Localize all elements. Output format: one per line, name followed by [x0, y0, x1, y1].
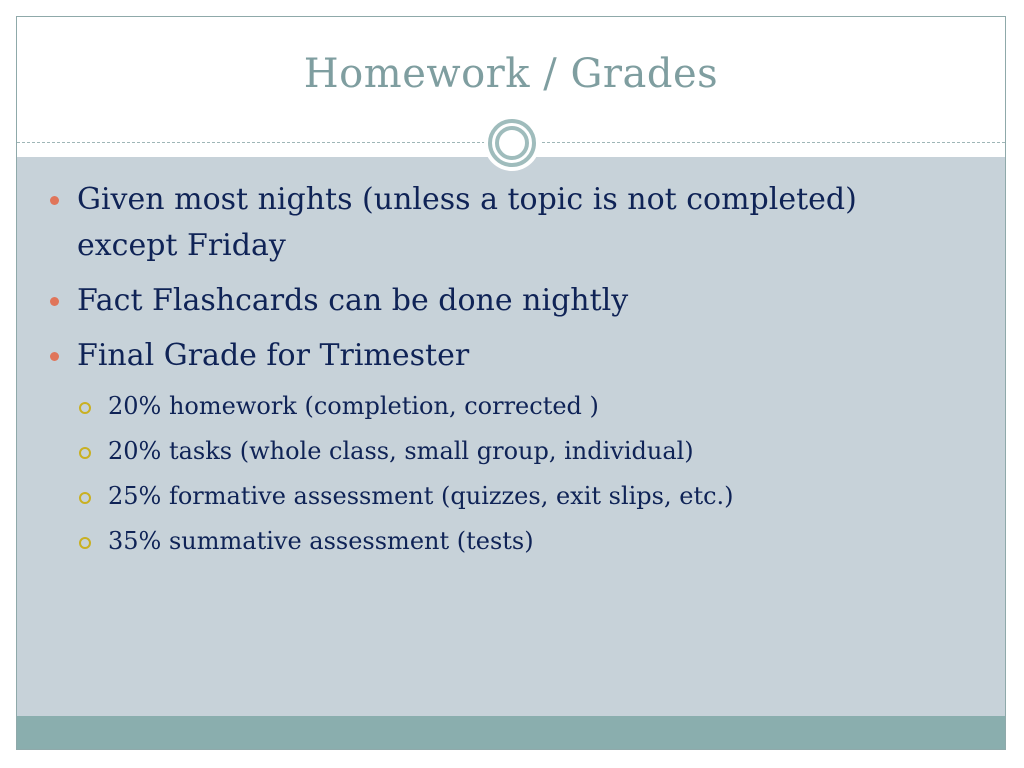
divider-inner-ring-icon: [495, 126, 529, 160]
list-item: [17, 177, 1005, 269]
sub-bullet-text: 20% tasks (whole class, small group, individual): [108, 437, 694, 465]
list-item: [17, 333, 1005, 379]
bullet-ring-icon: [79, 492, 91, 504]
bullet-list: [17, 177, 1005, 568]
sub-list-item: [17, 433, 1005, 469]
slide-title: Homework / Grades: [303, 51, 719, 97]
sub-bullet-text: 35% summative assessment (tests): [108, 527, 534, 555]
sub-list-item: [17, 523, 1005, 559]
bullet-dot-icon: [50, 352, 59, 361]
sub-list-item: [17, 478, 1005, 514]
bullet-dot-icon: [50, 196, 59, 205]
slide: [16, 16, 1006, 750]
sub-list-item: [17, 388, 1005, 424]
sub-bullet-text: 25% formative assessment (quizzes, exit slips, etc.): [108, 482, 734, 510]
bullet-text: Given most nights (unless a topic is not completed) except Friday: [77, 182, 857, 263]
bullet-text: Final Grade for Trimester: [77, 338, 470, 373]
bullet-ring-icon: [79, 447, 91, 459]
bullet-text: Fact Flashcards can be done nightly: [77, 283, 629, 318]
footer-bar: [17, 716, 1005, 750]
list-item: [17, 278, 1005, 324]
bullet-dot-icon: [50, 297, 59, 306]
bullet-ring-icon: [79, 537, 91, 549]
bullet-ring-icon: [79, 402, 91, 414]
sub-bullet-text: 20% homework (completion, corrected ): [108, 392, 599, 420]
